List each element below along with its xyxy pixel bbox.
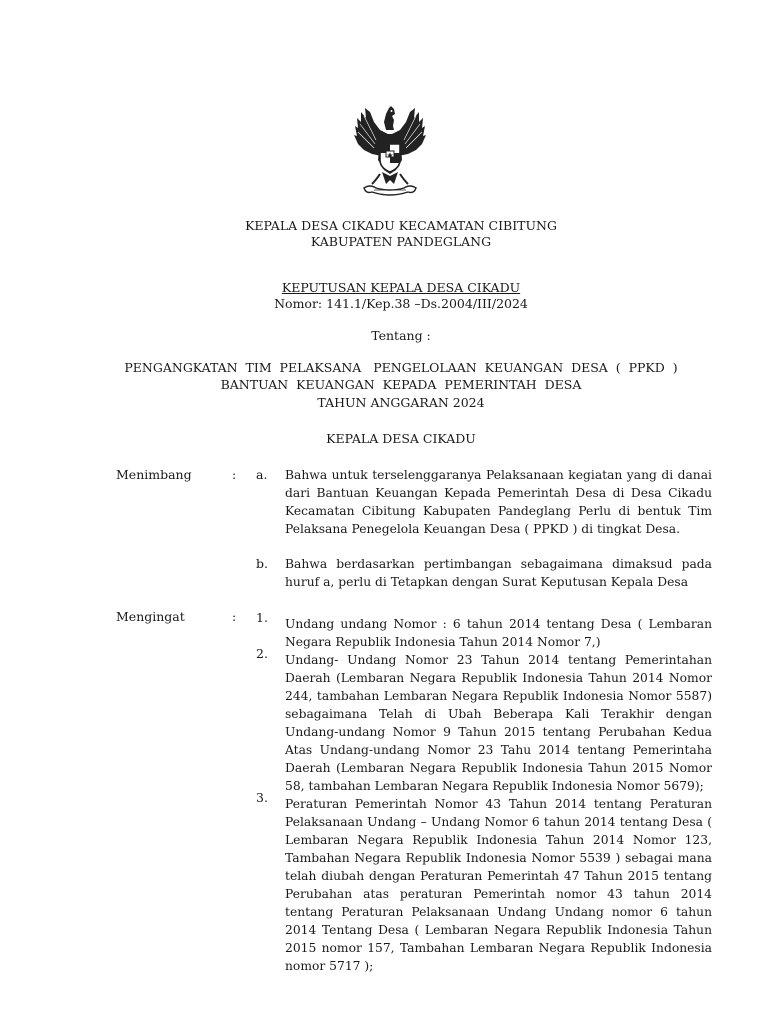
decree-about-label: Tentang : (371, 328, 431, 343)
menimbang-item-marker: a. (256, 467, 268, 482)
garuda-emblem-icon (350, 100, 430, 204)
decree-title: KEPUTUSAN KEPALA DESA CIKADU (281, 280, 521, 295)
decree-number: Nomor: 141.1/Kep.38 –Ds.2004/III/2024 (274, 296, 528, 311)
mengingat-item-marker: 3. (256, 790, 268, 805)
header-line-1: KEPALA DESA CIKADU KECAMATAN CIBITUNG (245, 218, 557, 233)
mengingat-item-text: Undang undang Nomor : 6 tahun 2014 tentang Desa ( Lembaran Negara Republik Indonesia Tahun 2014 Nomor 7,) (285, 617, 712, 649)
header-line-2: KABUPATEN PANDEGLANG (310, 234, 492, 249)
menimbang-item-text: Bahwa untuk terselenggaranya Pelaksanaan kegiatan yang di danai dari Bantuan Keuangan Kepada Pemerintah Desa di Desa Cikadu Kecamatan Cibitung Kabupaten Pandeglang Perlu di bentuk Tim Pelaksana Penegelola Keuangan Desa ( PPKD ) di tingkat Desa. (285, 468, 712, 536)
decree-subject-line-2: BANTUAN KEUANGAN KEPADA PEMERINTAH DESA (220, 377, 582, 392)
decree-subject-line-3: TAHUN ANGGARAN 2024 (317, 395, 485, 410)
menimbang-label: Menimbang (116, 467, 192, 482)
mengingat-colon: : (232, 609, 237, 624)
menimbang-colon: : (232, 467, 237, 482)
mengingat-item-marker: 2. (256, 646, 268, 661)
mengingat-item-marker: 1. (256, 610, 268, 625)
menimbang-item-marker: b. (256, 556, 268, 571)
decree-issuer: KEPALA DESA CIKADU (326, 431, 476, 446)
decree-subject-line-1: PENGANGKATAN TIM PELAKSANA PENGELOLAAN KEUANGAN DESA ( PPKD ) (124, 360, 678, 375)
mengingat-label: Mengingat (116, 609, 185, 624)
mengingat-item-text: Peraturan Pemerintah Nomor 43 Tahun 2014 tentang Peraturan Pelaksanaan Undang – Undang Nomor 6 tahun 2014 tentang Desa ( Lembaran Negara Republik Indonesia Tahun 2014 Nomor 123, Tambahan Negara Republik Indonesia Nomor 5539 ) sebagai mana telah diubah dengan Peraturan Pemerintah 47 Tahun 2015 tentang Perubahan atas peraturan Pemerintah nomor 43 tahun 2014 tentang Peraturan Pelaksanaan Undang Undang nomor 6 tahun 2014 Tentang Desa ( Lembaran Negara Republik Indonesia Tahun 2015 nomor 157, Tambahan Lembaran Negara Republik Indonesia nomor 5717 ); (285, 797, 712, 973)
menimbang-item-text: Bahwa berdasarkan pertimbangan sebagaimana dimaksud pada huruf a, perlu di Tetapkan dengan Surat Keputusan Kepala Desa (285, 557, 712, 589)
mengingat-item-text: Undang- Undang Nomor 23 Tahun 2014 tentang Pemerintahan Daerah (Lembaran Negara Republik Indonesia Tahun 2014 Nomor 244, tambahan Lembaran Negara Republik Indonesia Nomor 5587) sebagaimana Telah di Ubah Beberapa Kali Terakhir dengan Undang-undang Nomor 9 Tahun 2015 tentang Perubahan Kedua Atas Undang-undang Nomor 23 Tahu 2014 tentang Pemerintaha Daerah (Lembaran Negara Republik Indonesia Tahun 2015 Nomor 58, tambahan Lembaran Negara Republik Indonesia Nomor 5679); (285, 653, 712, 793)
